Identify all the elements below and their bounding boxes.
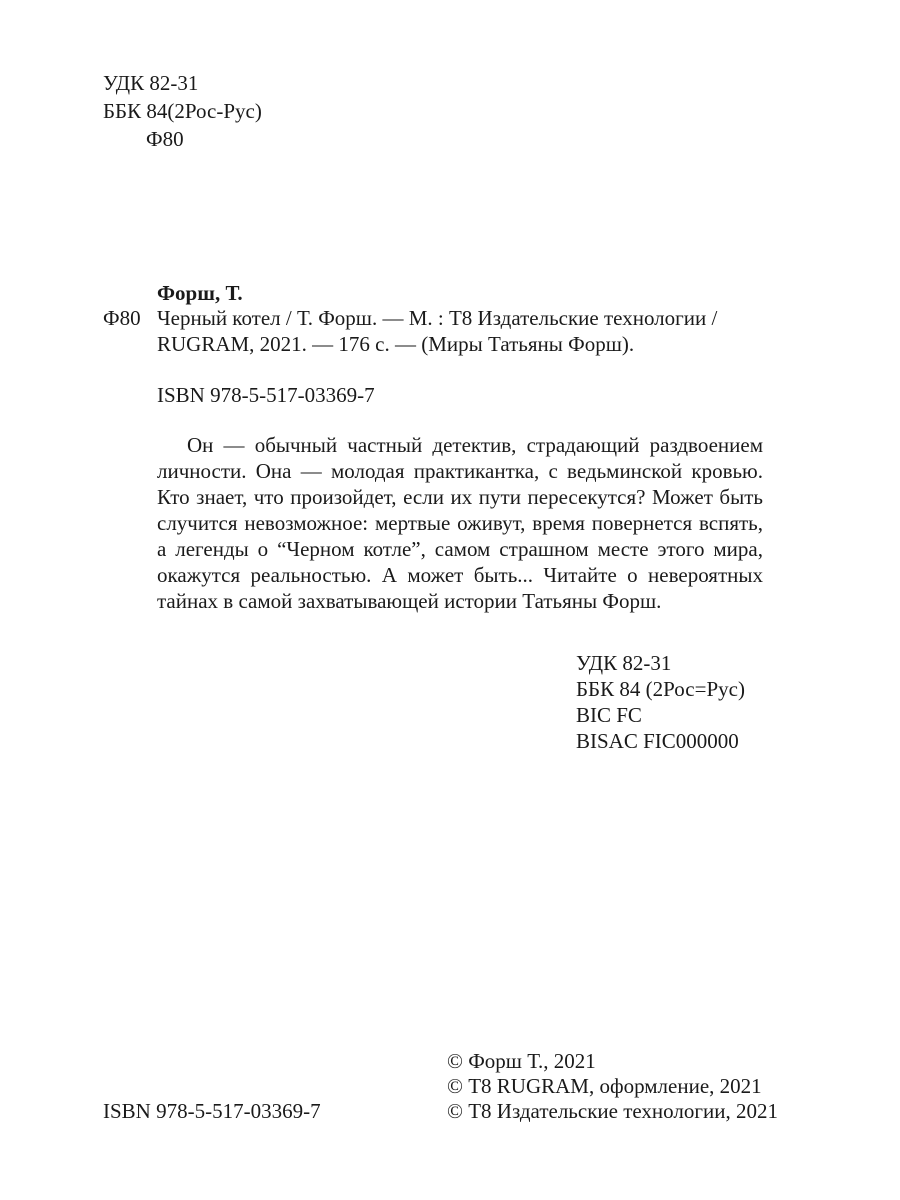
bibliographic-description: Черный котел / Т. Форш. — М. : Т8 Издательские технологии / RUGRAM, 2021. — 176 с. — (Миры Татьяны Форш). <box>157 306 718 356</box>
classification-block <box>103 70 262 154</box>
annotation-text: Он — обычный частный детектив, страдающий раздвоением личности. Она — молодая практикантка, с ведьминской кровью. Кто знает, что произойдет, если их пути пересекутся? Может быть случится невозможное: мертвые оживут, время повернется вспять, а легенды о “Черном котле”, самом страшном месте этого мира, окажутся реальностью. А может быть... Читайте о невероятных тайнах в самой захватывающей истории Татьяны Форш. <box>157 433 763 613</box>
subject-codes <box>576 650 745 754</box>
isbn-top: ISBN 978-5-517-03369-7 <box>157 383 375 407</box>
bisac-code: BISAC FIC000000 <box>576 729 739 753</box>
copyright-line: © Т8 Издательские технологии, 2021 <box>447 1099 778 1123</box>
bbk-code-right: ББК 84 (2Рос=Рус) <box>576 677 745 701</box>
author-heading: Форш, Т. <box>157 281 243 305</box>
bic-code: BIC FC <box>576 703 642 727</box>
author-mark: Ф80 <box>146 127 184 151</box>
udk-code: УДК 82-31 <box>103 71 199 95</box>
annotation <box>157 432 763 614</box>
copyright-line: © Т8 RUGRAM, оформление, 2021 <box>447 1074 762 1098</box>
bbk-code: ББК 84(2Рос-Рус) <box>103 99 262 123</box>
isbn-bottom: ISBN 978-5-517-03369-7 <box>103 1099 321 1123</box>
copyright-line: © Форш Т., 2021 <box>447 1049 596 1073</box>
record-author-mark: Ф80 <box>103 306 141 330</box>
copyright-block <box>447 1048 778 1123</box>
udk-code-right: УДК 82-31 <box>576 651 672 675</box>
